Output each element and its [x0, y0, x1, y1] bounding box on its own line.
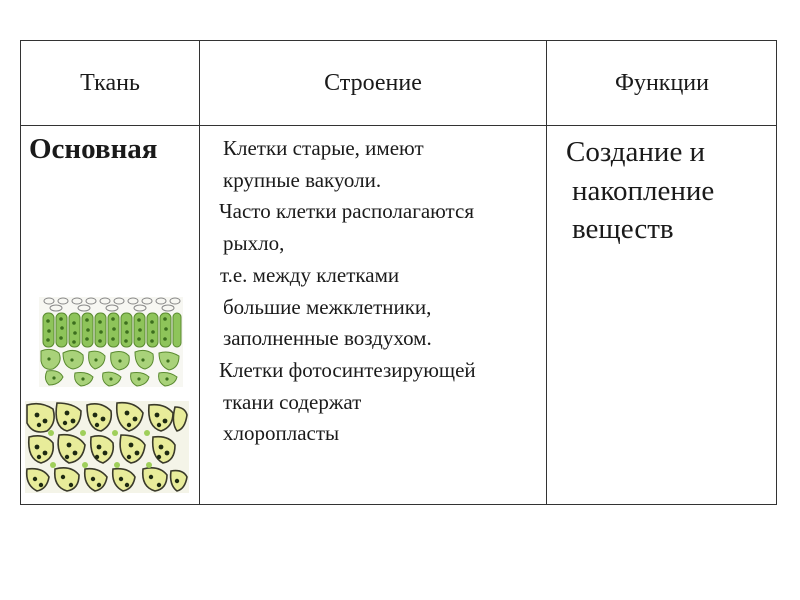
functions-text — [566, 133, 714, 249]
parenchyma-cells-closeup — [25, 401, 189, 493]
leaf-tissue-cross-section — [39, 297, 183, 387]
header-functions: Функции — [615, 69, 709, 96]
tissue-table — [20, 40, 777, 505]
structure-line: большие межклетники, — [223, 294, 432, 319]
function-line: веществ — [572, 213, 674, 245]
structure-line: Клетки старые, имеют — [223, 136, 424, 160]
structure-line: хлоропласты — [223, 421, 340, 446]
tissue-name: Основная — [29, 133, 158, 165]
structure-text — [219, 133, 549, 450]
function-line: накопление — [572, 174, 715, 207]
header-tissue: Ткань — [80, 69, 140, 96]
structure-line: Клетки фотосинтезирующей — [219, 357, 476, 382]
structure-line: крупные вакуоли. — [223, 167, 382, 192]
header-structure: Строение — [324, 69, 422, 96]
structure-line: Часто клетки располагаются — [219, 199, 474, 224]
function-line: Создание и — [566, 136, 706, 168]
structure-line: рыхло, — [223, 231, 285, 256]
header-divider — [21, 125, 776, 126]
structure-line: т.е. между клетками — [220, 262, 400, 287]
structure-line: ткани содержат — [223, 389, 362, 414]
structure-line: заполненные воздухом. — [223, 326, 432, 351]
